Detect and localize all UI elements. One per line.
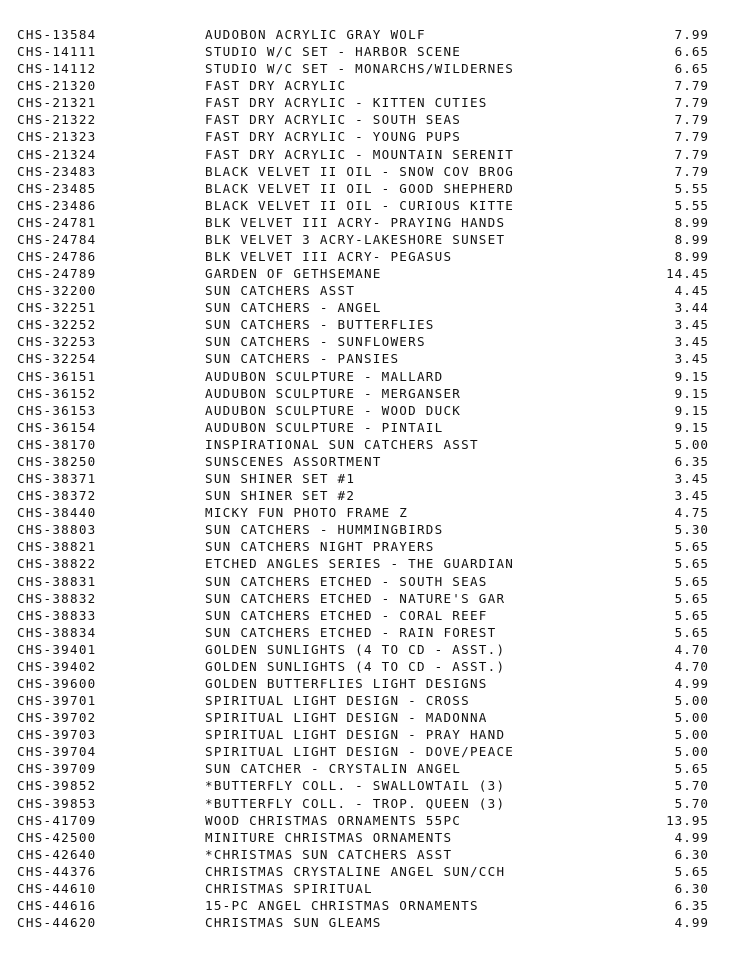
item-price: 7.79: [674, 146, 709, 162]
item-code: CHS-23486: [17, 197, 97, 213]
item-code: CHS-36152: [17, 385, 97, 401]
item-description: SUN CATCHERS - BUTTERFLIES: [205, 317, 435, 333]
list-item: [0, 163, 745, 180]
item-price: 5.65: [674, 539, 709, 555]
item-description: BLK VELVET III ACRY- PRAYING HANDS: [205, 214, 506, 230]
list-item: [0, 214, 745, 231]
list-item: [0, 316, 745, 333]
item-code: CHS-36154: [17, 419, 97, 435]
item-code: CHS-13584: [17, 27, 97, 42]
item-description: FAST DRY ACRYLIC: [205, 78, 347, 94]
item-description: AUDOBON ACRYLIC GRAY WOLF: [205, 27, 426, 42]
item-price: 5.30: [674, 522, 709, 538]
item-description: SPIRITUAL LIGHT DESIGN - CROSS: [205, 693, 470, 709]
item-price: 7.79: [674, 163, 709, 179]
item-code: CHS-32253: [17, 334, 97, 350]
item-description: SUN CATCHERS ETCHED - RAIN FOREST: [205, 624, 497, 640]
list-item: [0, 863, 745, 880]
item-code: CHS-39702: [17, 710, 97, 726]
item-description: SUN CATCHERS - SUNFLOWERS: [205, 334, 426, 350]
item-description: GARDEN OF GETHSEMANE: [205, 266, 382, 282]
item-description: SUN CATCHERS ETCHED - SOUTH SEAS: [205, 573, 488, 589]
item-price: 8.99: [674, 231, 709, 247]
item-description: AUDUBON SCULPTURE - MALLARD: [205, 368, 444, 384]
item-code: CHS-36151: [17, 368, 97, 384]
item-code: CHS-39852: [17, 778, 97, 794]
item-code: CHS-42640: [17, 846, 97, 862]
item-code: CHS-36153: [17, 402, 97, 418]
list-item: [0, 419, 745, 436]
item-code: CHS-21321: [17, 95, 97, 111]
item-code: CHS-24781: [17, 214, 97, 230]
item-price: 5.00: [674, 710, 709, 726]
item-code: CHS-21323: [17, 129, 97, 145]
list-item: [0, 248, 745, 265]
item-code: CHS-21320: [17, 78, 97, 94]
list-item: [0, 675, 745, 692]
item-price: 4.99: [674, 675, 709, 691]
item-price: 5.00: [674, 727, 709, 743]
item-description: CHRISTMAS SUN GLEAMS: [205, 915, 382, 931]
item-description: BLACK VELVET II OIL - CURIOUS KITTE: [205, 197, 515, 213]
item-code: CHS-14112: [17, 61, 97, 77]
list-item: [0, 709, 745, 726]
item-code: CHS-39704: [17, 744, 97, 760]
list-item: [0, 521, 745, 538]
item-code: CHS-24789: [17, 266, 97, 282]
item-code: CHS-38440: [17, 505, 97, 521]
list-item: [0, 368, 745, 385]
item-description: AUDUBON SCULPTURE - WOOD DUCK: [205, 402, 462, 418]
item-description: 15-PC ANGEL CHRISTMAS ORNAMENTS: [205, 897, 479, 913]
item-description: BLK VELVET III ACRY- PEGASUS: [205, 249, 453, 265]
item-description: INSPIRATIONAL SUN CATCHERS ASST: [205, 436, 479, 452]
list-item: [0, 453, 745, 470]
item-price: 13.95: [666, 812, 709, 828]
item-price: 9.15: [674, 402, 709, 418]
item-description: FAST DRY ACRYLIC - SOUTH SEAS: [205, 112, 462, 128]
item-code: CHS-38371: [17, 471, 97, 487]
item-price: 8.99: [674, 214, 709, 230]
list-item: [0, 743, 745, 760]
item-description: BLK VELVET 3 ACRY-LAKESHORE SUNSET: [205, 231, 506, 247]
item-description: STUDIO W/C SET - HARBOR SCENE: [205, 44, 462, 60]
list-item: [0, 26, 745, 43]
item-description: *BUTTERFLY COLL. - TROP. QUEEN (3): [205, 795, 506, 811]
list-item: [0, 880, 745, 897]
item-description: ETCHED ANGLES SERIES - THE GUARDIAN: [205, 556, 515, 572]
item-price: 4.70: [674, 641, 709, 657]
item-price: 5.65: [674, 761, 709, 777]
item-code: CHS-21324: [17, 146, 97, 162]
item-code: CHS-41709: [17, 812, 97, 828]
list-item: [0, 94, 745, 111]
item-price: 7.99: [674, 27, 709, 42]
list-item: [0, 607, 745, 624]
item-price: 4.45: [674, 283, 709, 299]
item-code: CHS-38834: [17, 624, 97, 640]
list-item: [0, 641, 745, 658]
item-description: SUN CATCHERS NIGHT PRAYERS: [205, 539, 435, 555]
item-description: FAST DRY ACRYLIC - KITTEN CUTIES: [205, 95, 488, 111]
item-code: CHS-23483: [17, 163, 97, 179]
item-price: 7.79: [674, 129, 709, 145]
item-description: SUNSCENES ASSORTMENT: [205, 453, 382, 469]
list-item: [0, 299, 745, 316]
item-code: CHS-24784: [17, 231, 97, 247]
item-price: 3.44: [674, 300, 709, 316]
list-item: [0, 555, 745, 572]
item-description: SUN SHINER SET #1: [205, 471, 356, 487]
list-item: [0, 590, 745, 607]
item-code: CHS-39709: [17, 761, 97, 777]
item-price: 6.65: [674, 44, 709, 60]
list-item: [0, 760, 745, 777]
item-price: 6.65: [674, 61, 709, 77]
item-price: 5.00: [674, 693, 709, 709]
item-description: GOLDEN SUNLIGHTS (4 TO CD - ASST.): [205, 641, 506, 657]
item-description: BLACK VELVET II OIL - GOOD SHEPHERD: [205, 180, 515, 196]
list-item: [0, 77, 745, 94]
item-price: 9.15: [674, 419, 709, 435]
item-price: 6.35: [674, 897, 709, 913]
list-item: [0, 487, 745, 504]
list-item: [0, 385, 745, 402]
list-item: [0, 265, 745, 282]
item-code: CHS-39703: [17, 727, 97, 743]
list-item: [0, 538, 745, 555]
item-description: SUN CATCHERS - HUMMINGBIRDS: [205, 522, 444, 538]
item-description: FAST DRY ACRYLIC - YOUNG PUPS: [205, 129, 462, 145]
item-price: 3.45: [674, 488, 709, 504]
list-item: [0, 282, 745, 299]
item-price: 14.45: [666, 266, 709, 282]
item-price: 4.70: [674, 658, 709, 674]
item-code: CHS-21322: [17, 112, 97, 128]
list-item: [0, 726, 745, 743]
item-code: CHS-38831: [17, 573, 97, 589]
item-description: SUN CATCHERS ETCHED - NATURE'S GAR: [205, 590, 506, 606]
list-item: [0, 829, 745, 846]
item-description: SPIRITUAL LIGHT DESIGN - DOVE/PEACE: [205, 744, 515, 760]
item-description: CHRISTMAS SPIRITUAL: [205, 880, 373, 896]
item-code: CHS-38832: [17, 590, 97, 606]
item-code: CHS-38822: [17, 556, 97, 572]
item-price: 5.65: [674, 590, 709, 606]
item-description: MICKY FUN PHOTO FRAME Z: [205, 505, 409, 521]
item-description: SUN CATCHERS ASST: [205, 283, 356, 299]
item-description: STUDIO W/C SET - MONARCHS/WILDERNES: [205, 61, 515, 77]
list-item: [0, 777, 745, 794]
item-price: 6.30: [674, 846, 709, 862]
list-item: [0, 146, 745, 163]
item-price: 5.65: [674, 607, 709, 623]
list-item: [0, 60, 745, 77]
list-item: [0, 812, 745, 829]
list-item: [0, 333, 745, 350]
list-item: [0, 795, 745, 812]
item-code: CHS-38803: [17, 522, 97, 538]
item-price: 3.45: [674, 471, 709, 487]
list-item: [0, 128, 745, 145]
item-description: SUN CATCHERS ETCHED - CORAL REEF: [205, 607, 488, 623]
list-item: [0, 573, 745, 590]
list-item: [0, 914, 745, 931]
item-price: 9.15: [674, 368, 709, 384]
item-description: CHRISTMAS CRYSTALINE ANGEL SUN/CCH: [205, 863, 506, 879]
item-price: 5.65: [674, 863, 709, 879]
item-list: [0, 26, 745, 931]
item-price: 5.70: [674, 795, 709, 811]
item-price: 9.15: [674, 385, 709, 401]
item-code: CHS-32254: [17, 351, 97, 367]
item-code: CHS-39401: [17, 641, 97, 657]
item-description: SPIRITUAL LIGHT DESIGN - PRAY HAND: [205, 727, 506, 743]
item-code: CHS-44376: [17, 863, 97, 879]
list-item: [0, 624, 745, 641]
item-price: 8.99: [674, 249, 709, 265]
item-price: 4.99: [674, 915, 709, 931]
item-code: CHS-39853: [17, 795, 97, 811]
item-code: CHS-32251: [17, 300, 97, 316]
item-code: CHS-24786: [17, 249, 97, 265]
item-code: CHS-39402: [17, 658, 97, 674]
item-code: CHS-39701: [17, 693, 97, 709]
item-description: SUN CATCHERS - ANGEL: [205, 300, 382, 316]
item-price: 5.00: [674, 436, 709, 452]
item-price: 3.45: [674, 351, 709, 367]
item-price: 5.70: [674, 778, 709, 794]
item-code: CHS-39600: [17, 675, 97, 691]
list-item: [0, 436, 745, 453]
item-code: CHS-44610: [17, 880, 97, 896]
item-price: 6.30: [674, 880, 709, 896]
list-item: [0, 197, 745, 214]
item-description: AUDUBON SCULPTURE - PINTAIL: [205, 419, 444, 435]
item-price: 5.65: [674, 556, 709, 572]
item-code: CHS-23485: [17, 180, 97, 196]
list-item: [0, 350, 745, 367]
item-description: SPIRITUAL LIGHT DESIGN - MADONNA: [205, 710, 488, 726]
list-item: [0, 846, 745, 863]
list-item: [0, 692, 745, 709]
item-code: CHS-42500: [17, 829, 97, 845]
item-description: SUN CATCHER - CRYSTALIN ANGEL: [205, 761, 462, 777]
item-description: GOLDEN SUNLIGHTS (4 TO CD - ASST.): [205, 658, 506, 674]
item-description: BLACK VELVET II OIL - SNOW COV BROG: [205, 163, 515, 179]
item-price: 5.00: [674, 744, 709, 760]
list-item: [0, 470, 745, 487]
item-code: CHS-32200: [17, 283, 97, 299]
item-description: *BUTTERFLY COLL. - SWALLOWTAIL (3): [205, 778, 506, 794]
item-description: GOLDEN BUTTERFLIES LIGHT DESIGNS: [205, 675, 488, 691]
item-code: CHS-38250: [17, 453, 97, 469]
item-price: 7.79: [674, 112, 709, 128]
item-description: FAST DRY ACRYLIC - MOUNTAIN SERENIT: [205, 146, 515, 162]
list-item: [0, 658, 745, 675]
item-code: CHS-14111: [17, 44, 97, 60]
list-item: [0, 402, 745, 419]
item-code: CHS-44620: [17, 915, 97, 931]
list-item: [0, 180, 745, 197]
item-price: 5.65: [674, 573, 709, 589]
item-code: CHS-38170: [17, 436, 97, 452]
item-description: *CHRISTMAS SUN CATCHERS ASST: [205, 846, 453, 862]
list-item: [0, 897, 745, 914]
item-price: 3.45: [674, 334, 709, 350]
item-price: 6.35: [674, 453, 709, 469]
list-item: [0, 504, 745, 521]
item-price: 5.55: [674, 180, 709, 196]
list-item: [0, 43, 745, 60]
item-code: CHS-44616: [17, 897, 97, 913]
item-price: 4.75: [674, 505, 709, 521]
item-code: CHS-32252: [17, 317, 97, 333]
list-item: [0, 111, 745, 128]
item-code: CHS-38833: [17, 607, 97, 623]
item-price: 5.65: [674, 624, 709, 640]
list-item: [0, 231, 745, 248]
item-price: 7.79: [674, 95, 709, 111]
item-price: 5.55: [674, 197, 709, 213]
item-code: CHS-38372: [17, 488, 97, 504]
item-price: 7.79: [674, 78, 709, 94]
item-description: MINITURE CHRISTMAS ORNAMENTS: [205, 829, 453, 845]
item-description: SUN SHINER SET #2: [205, 488, 356, 504]
item-price: 4.99: [674, 829, 709, 845]
item-description: WOOD CHRISTMAS ORNAMENTS 55PC: [205, 812, 462, 828]
item-description: SUN CATCHERS - PANSIES: [205, 351, 400, 367]
item-code: CHS-38821: [17, 539, 97, 555]
item-price: 3.45: [674, 317, 709, 333]
item-description: AUDUBON SCULPTURE - MERGANSER: [205, 385, 462, 401]
